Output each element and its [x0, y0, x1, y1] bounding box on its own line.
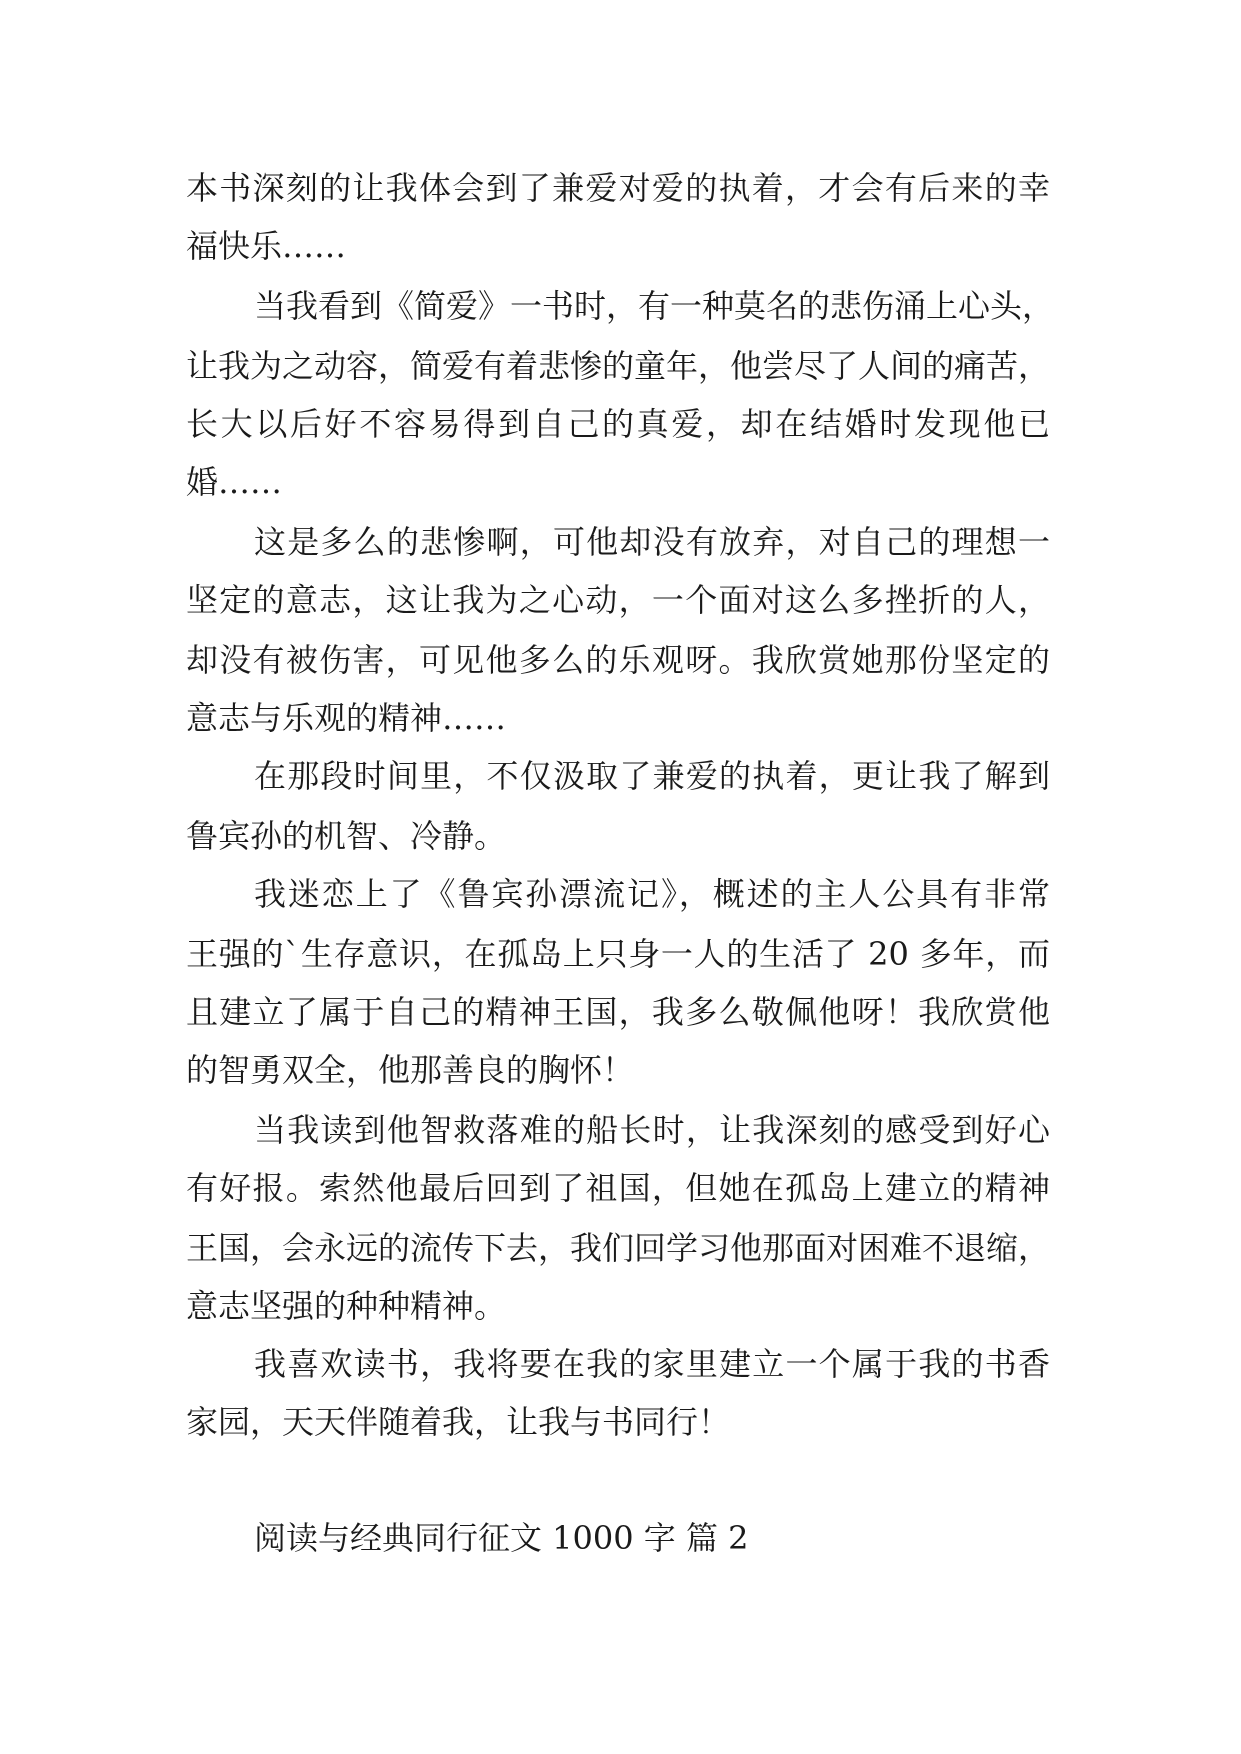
paragraph-7-line-1: 我喜欢读书，我将要在我的家里建立一个属于我的书香	[254, 1345, 1050, 1383]
paragraph-5-line-2: 王强的`生存意识，在孤岛上只身一人的生活了 20 多年，而	[186, 935, 1050, 973]
paragraph-5-line-3: 且建立了属于自己的精神王国，我多么敬佩他呀！我欣赏他	[186, 993, 1050, 1031]
paragraph-2-line-1: 当我看到《简爱》一书时，有一种莫名的悲伤涌上心头，	[254, 287, 1055, 325]
paragraph-3-line-4: 意志与乐观的精神……	[186, 699, 507, 737]
paragraph-5-line-4: 的智勇双全，他那善良的胸怀！	[186, 1051, 635, 1089]
section-heading: 阅读与经典同行征文 1000 字 篇 2	[254, 1519, 749, 1557]
paragraph-6-line-4: 意志坚强的种种精神。	[186, 1287, 507, 1325]
paragraph-6-line-1: 当我读到他智救落难的船长时，让我深刻的感受到好心	[254, 1111, 1050, 1149]
paragraph-2-line-4: 婚……	[186, 463, 283, 501]
paragraph-3-line-2: 坚定的意志，这让我为之心动，一个面对这么多挫折的人，	[186, 581, 1050, 619]
paragraph-7-line-2: 家园，天天伴随着我，让我与书同行！	[186, 1403, 731, 1441]
paragraph-4-line-1: 在那段时间里，不仅汲取了兼爱的执着，更让我了解到	[254, 757, 1050, 795]
paragraph-5-line-1: 我迷恋上了《鲁宾孙漂流记》，概述的主人公具有非常	[254, 875, 1050, 913]
paragraph-6-line-3: 王国，会永远的流传下去，我们回学习他那面对困难不退缩，	[186, 1229, 1051, 1267]
paragraph-6-line-2: 有好报。索然他最后回到了祖国，但她在孤岛上建立的精神	[186, 1169, 1050, 1207]
paragraph-2-line-2: 让我为之动容，简爱有着悲惨的童年，他尝尽了人间的痛苦，	[186, 347, 1051, 385]
paragraph-4-line-2: 鲁宾孙的机智、冷静。	[186, 817, 507, 855]
paragraph-2-line-3: 长大以后好不容易得到自己的真爱，却在结婚时发现他已	[186, 405, 1050, 443]
paragraph-3-line-3: 却没有被伤害，可见他多么的乐观呀。我欣赏她那份坚定的	[186, 641, 1050, 679]
paragraph-1-line-2: 福快乐……	[186, 227, 347, 265]
paragraph-3-line-1: 这是多么的悲惨啊，可他却没有放弃，对自己的理想一	[254, 523, 1050, 561]
paragraph-1-line-1: 本书深刻的让我体会到了兼爱对爱的执着，才会有后来的幸	[186, 169, 1050, 207]
